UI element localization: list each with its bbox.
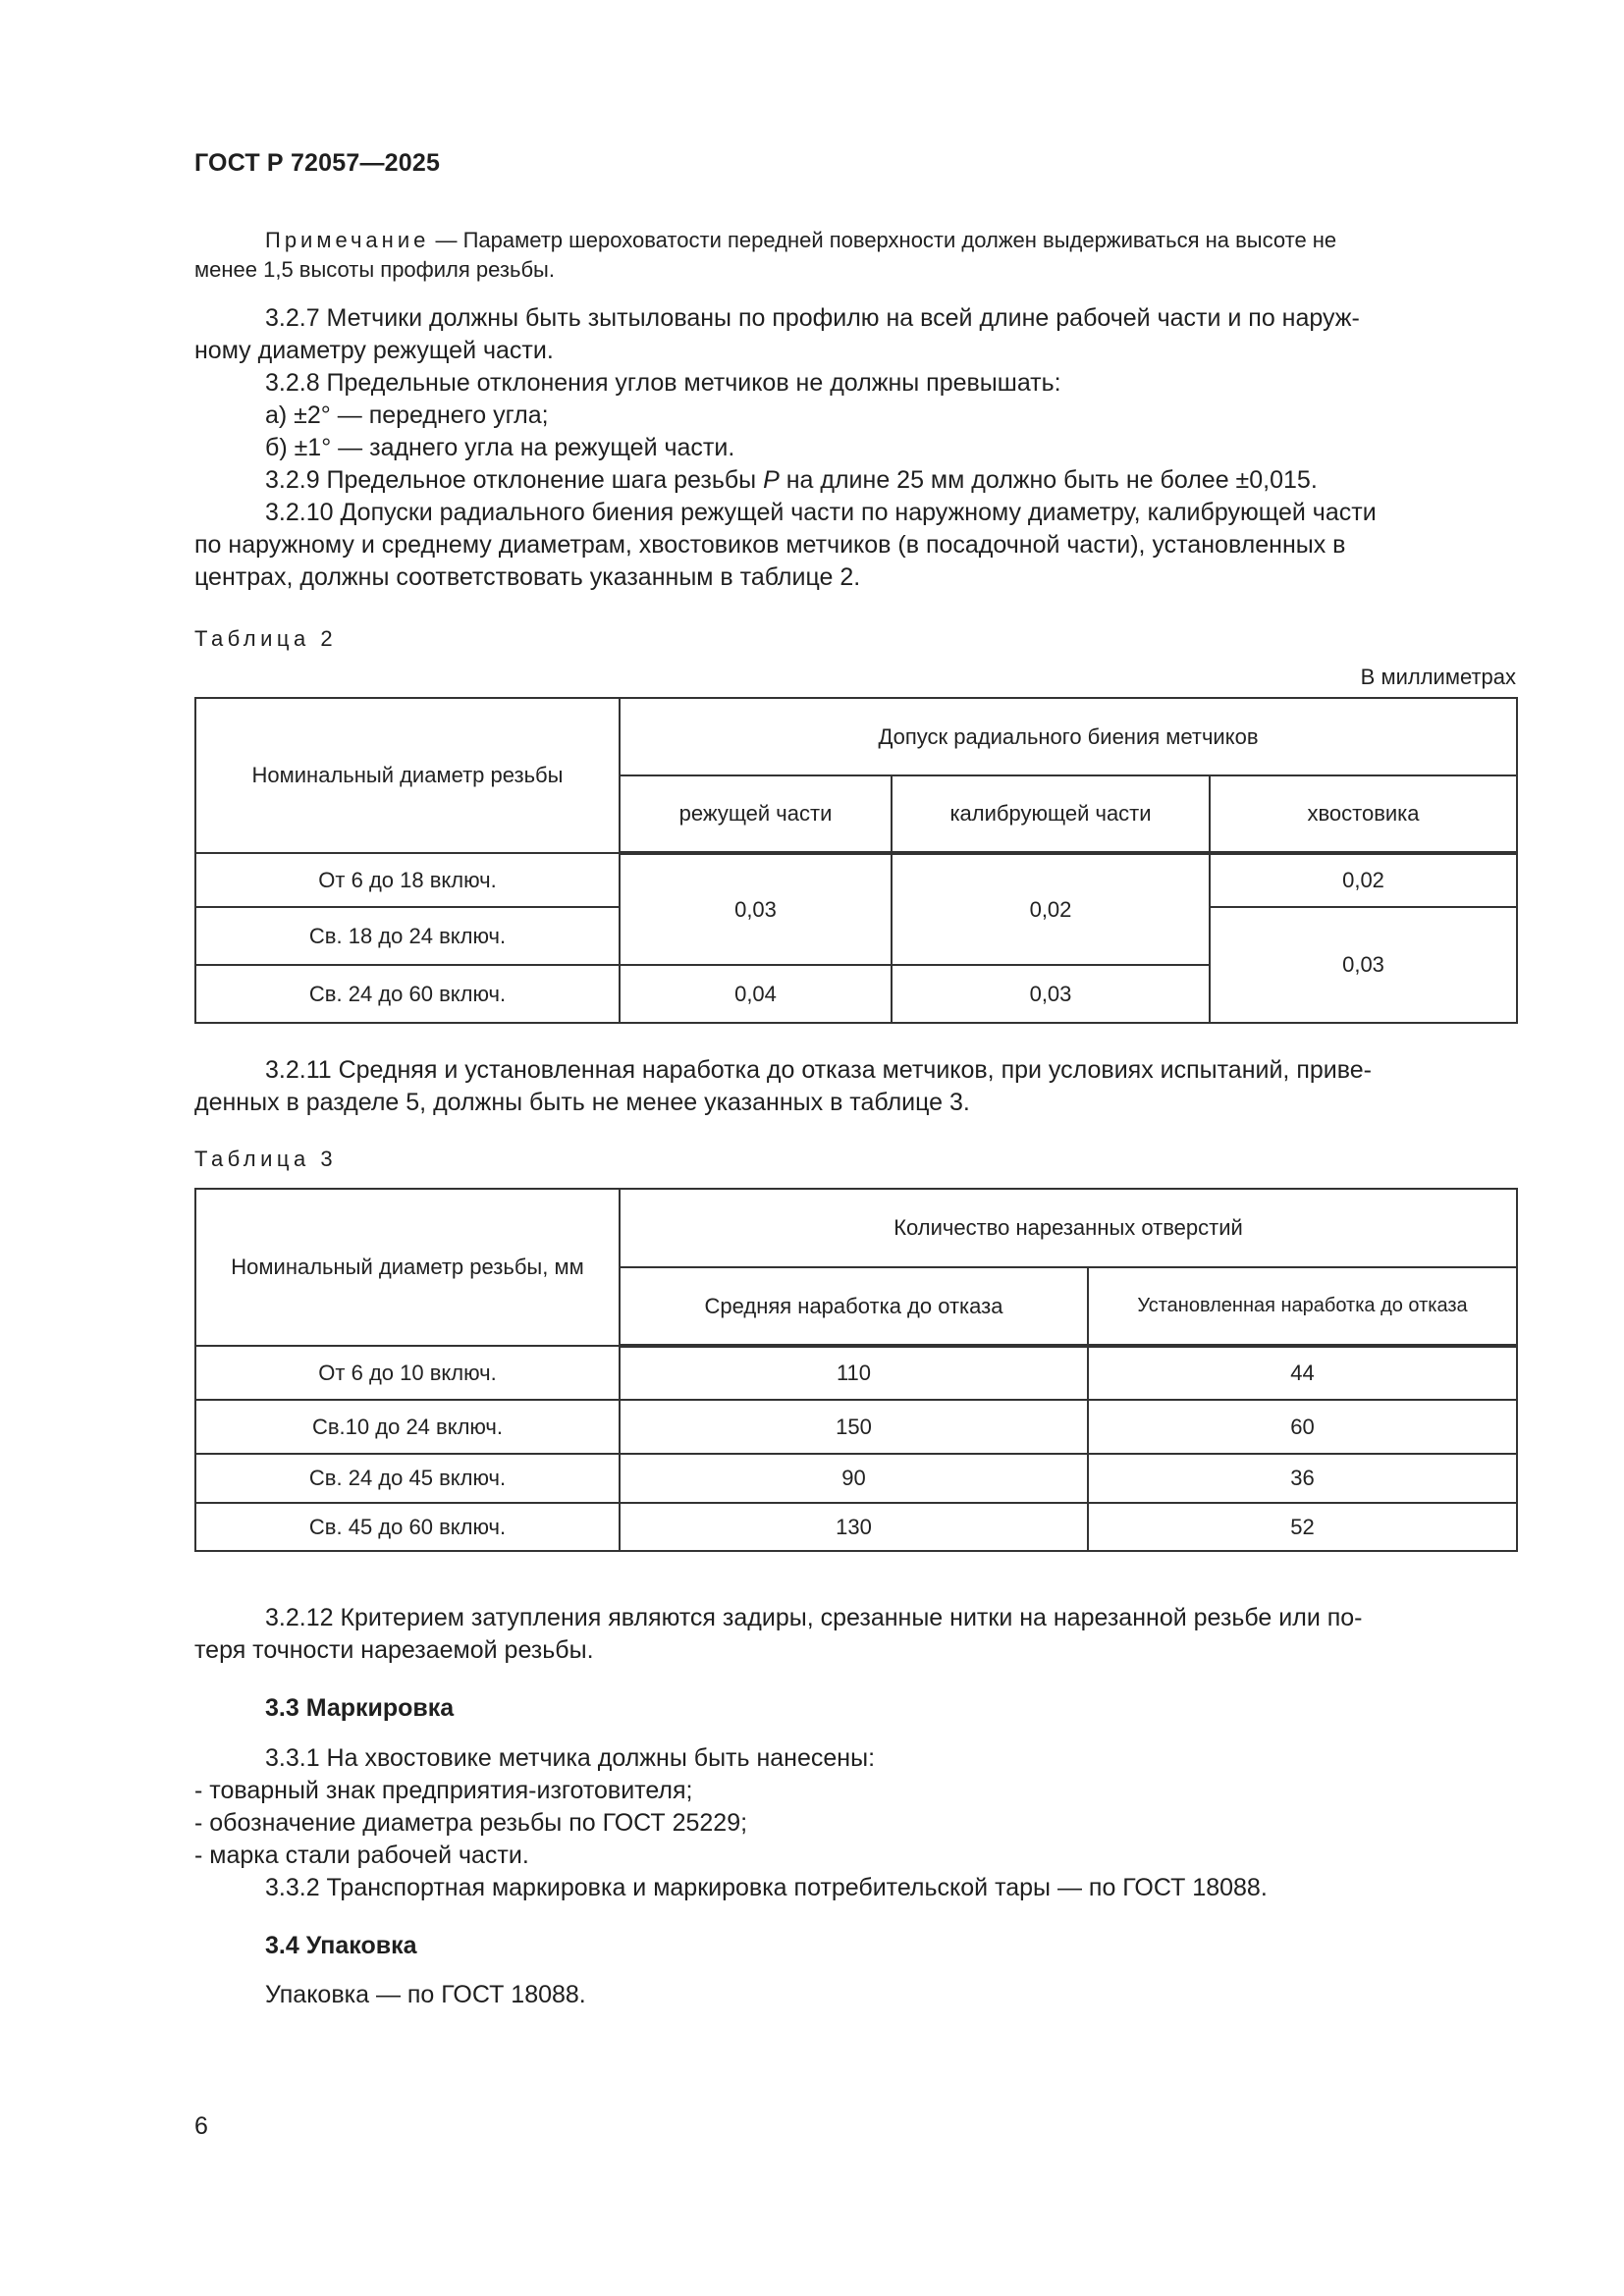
paragraph-3-3-1: 3.3.1 На хвостовике метчика должны быть нанесены: bbox=[265, 1744, 876, 1772]
table-2-calibrating-1: 0,02 bbox=[892, 853, 1210, 965]
table-3 bbox=[194, 1188, 1518, 1552]
p329-symbol: P bbox=[763, 466, 780, 494]
table-3-row-3-established: 36 bbox=[1088, 1454, 1517, 1503]
note-text: — Параметр шероховатости передней поверхности должен выдерживаться на высоте не bbox=[429, 228, 1337, 252]
table-3-row-1-mean: 110 bbox=[620, 1346, 1088, 1400]
table-3-row-4-diameter: Св. 45 до 60 включ. bbox=[195, 1503, 620, 1551]
document-header: ГОСТ Р 72057—2025 bbox=[194, 149, 441, 177]
paragraph-3-2-12-line-1: 3.2.12 Критерием затупления являются задиры, срезанные нитки на нарезанной резьбе или по- bbox=[265, 1604, 1363, 1631]
paragraph-3-2-7-line-2: ному диаметру режущей части. bbox=[194, 337, 554, 364]
table-3-row-2-established: 60 bbox=[1088, 1400, 1517, 1454]
page-number: 6 bbox=[194, 2112, 208, 2140]
table-2-calibrating-2: 0,03 bbox=[892, 965, 1210, 1023]
table-2-shank-2: 0,03 bbox=[1210, 907, 1517, 1023]
section-3-3-heading: 3.3 Маркировка bbox=[265, 1694, 455, 1722]
table-2-caption: Таблица 2 bbox=[194, 626, 338, 651]
table-2-cutting-1: 0,03 bbox=[620, 853, 892, 965]
table-2-units: В миллиметрах bbox=[1360, 665, 1516, 689]
paragraph-3-3-2: 3.3.2 Транспортная маркировка и маркировка потребительской тары — по ГОСТ 18088. bbox=[265, 1874, 1268, 1901]
p329-after: на длине 25 мм должно быть не более ±0,015. bbox=[779, 466, 1318, 494]
table-3-row-1-diameter: От 6 до 10 включ. bbox=[195, 1346, 620, 1400]
table-2-header-diameter: Номинальный диаметр резьбы bbox=[195, 698, 620, 853]
paragraph-3-4: Упаковка — по ГОСТ 18088. bbox=[265, 1981, 586, 2008]
section-3-4-heading: 3.4 Упаковка bbox=[265, 1932, 417, 1959]
table-2-row-1-diameter: От 6 до 18 включ. bbox=[195, 853, 620, 907]
table-2-header-group: Допуск радиального биения метчиков bbox=[620, 698, 1517, 775]
list-item-b: б) ±1° — заднего угла на режущей части. bbox=[265, 434, 735, 461]
table-2-header-calibrating: калибрующей части bbox=[892, 775, 1210, 853]
list-item-a: а) ±2° — переднего угла; bbox=[265, 401, 549, 429]
bullet-1: - товарный знак предприятия-изготовителя; bbox=[194, 1777, 693, 1804]
table-3-caption: Таблица 3 bbox=[194, 1147, 338, 1171]
paragraph-3-2-10-line-3: центрах, должны соответствовать указанным в таблице 2. bbox=[194, 563, 861, 591]
table-2-header-shank: хвостовика bbox=[1210, 775, 1517, 853]
paragraph-3-2-11-line-2: денных в разделе 5, должны быть не менее указанных в таблице 3. bbox=[194, 1089, 970, 1116]
table-3-row-2-mean: 150 bbox=[620, 1400, 1088, 1454]
table-2 bbox=[194, 697, 1518, 1024]
table-3-row-2-diameter: Св.10 до 24 включ. bbox=[195, 1400, 620, 1454]
table-3-row-1-established: 44 bbox=[1088, 1346, 1517, 1400]
paragraph-3-2-7-line-1: 3.2.7 Метчики должны быть зытылованы по профилю на всей длине рабочей части и по наруж- bbox=[265, 304, 1360, 332]
note-label: Примечание bbox=[265, 228, 430, 252]
table-3-header-diameter: Номинальный диаметр резьбы, мм bbox=[195, 1189, 620, 1346]
table-2-header-cutting: режущей части bbox=[620, 775, 892, 853]
table-3-header-mean: Средняя наработка до отказа bbox=[620, 1267, 1088, 1346]
paragraph-3-2-12-line-2: теря точности нарезаемой резьбы. bbox=[194, 1636, 594, 1664]
paragraph-3-2-10-line-1: 3.2.10 Допуски радиального биения режущей части по наружному диаметру, калибрующей части bbox=[265, 499, 1377, 526]
table-3-header-established: Установленная наработка до отказа bbox=[1088, 1267, 1517, 1346]
table-2-row-3-diameter: Св. 24 до 60 включ. bbox=[195, 965, 620, 1023]
paragraph-3-2-8: 3.2.8 Предельные отклонения углов метчиков не должны превышать: bbox=[265, 369, 1061, 397]
table-3-row-4-established: 52 bbox=[1088, 1503, 1517, 1551]
table-2-row-2-diameter: Св. 18 до 24 включ. bbox=[195, 907, 620, 965]
bullet-3: - марка стали рабочей части. bbox=[194, 1842, 529, 1869]
bullet-2: - обозначение диаметра резьбы по ГОСТ 25229; bbox=[194, 1809, 748, 1837]
paragraph-3-2-11-line-1: 3.2.11 Средняя и установленная наработка до отказа метчиков, при условиях испытаний, приве- bbox=[265, 1056, 1372, 1084]
note-line-2: менее 1,5 высоты профиля резьбы. bbox=[194, 257, 555, 282]
table-2-shank-1: 0,02 bbox=[1210, 853, 1517, 907]
table-3-row-4-mean: 130 bbox=[620, 1503, 1088, 1551]
table-3-header-group: Количество нарезанных отверстий bbox=[620, 1189, 1517, 1267]
note-line-1 bbox=[265, 226, 1516, 254]
table-3-row-3-diameter: Св. 24 до 45 включ. bbox=[195, 1454, 620, 1503]
p329-before: 3.2.9 Предельное отклонение шага резьбы bbox=[265, 466, 764, 494]
table-3-row-3-mean: 90 bbox=[620, 1454, 1088, 1503]
paragraph-3-2-10-line-2: по наружному и среднему диаметрам, хвостовиков метчиков (в посадочной части), установленных в bbox=[194, 531, 1346, 559]
table-2-cutting-2: 0,04 bbox=[620, 965, 892, 1023]
paragraph-3-2-9 bbox=[265, 464, 1516, 497]
